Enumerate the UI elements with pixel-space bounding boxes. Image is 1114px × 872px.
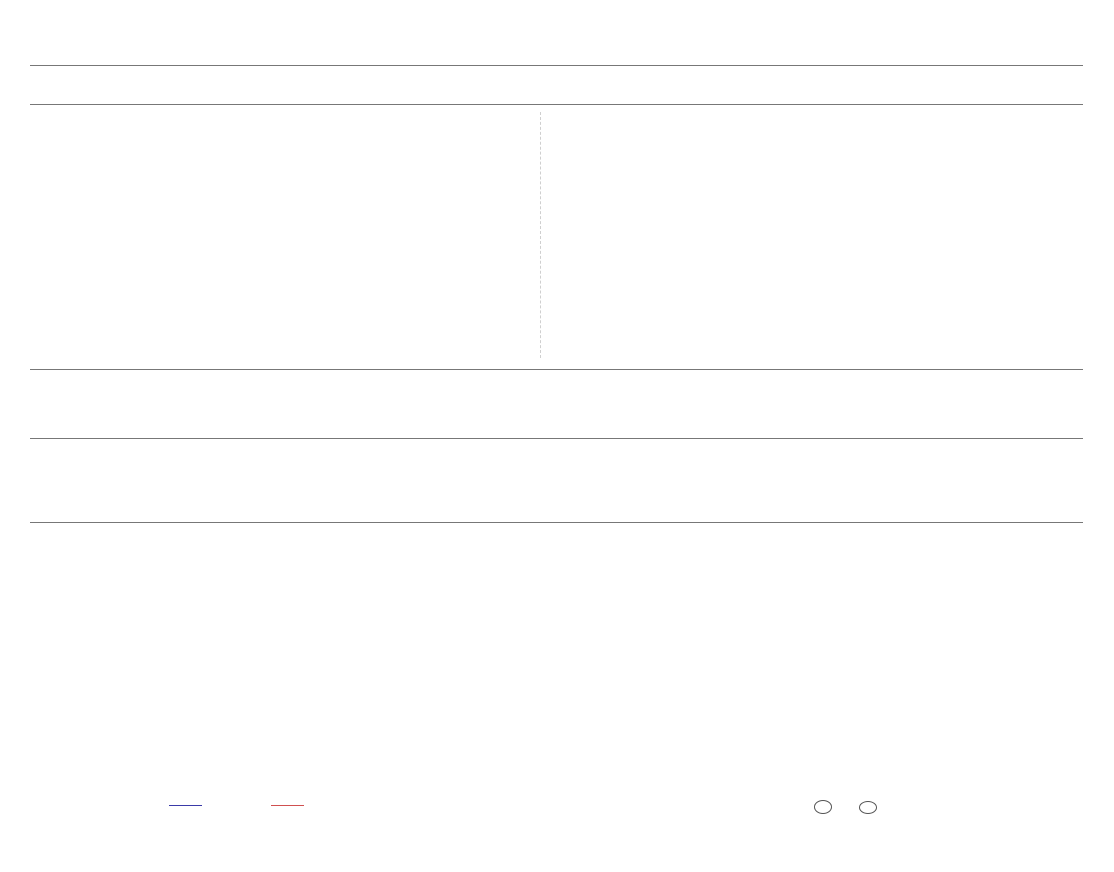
legend-swatch-c0	[169, 805, 202, 806]
ccc-mark-icon	[814, 800, 832, 814]
divider	[30, 369, 1083, 370]
divider	[30, 438, 1083, 439]
divider	[30, 522, 1083, 523]
cqc-mark-icon	[859, 801, 877, 814]
divider	[30, 104, 1083, 105]
divider	[30, 65, 1083, 66]
certification-marks	[805, 800, 904, 814]
column-divider	[540, 112, 541, 358]
polar-distribution-chart	[60, 540, 480, 775]
legend-swatch-c90	[271, 805, 304, 806]
